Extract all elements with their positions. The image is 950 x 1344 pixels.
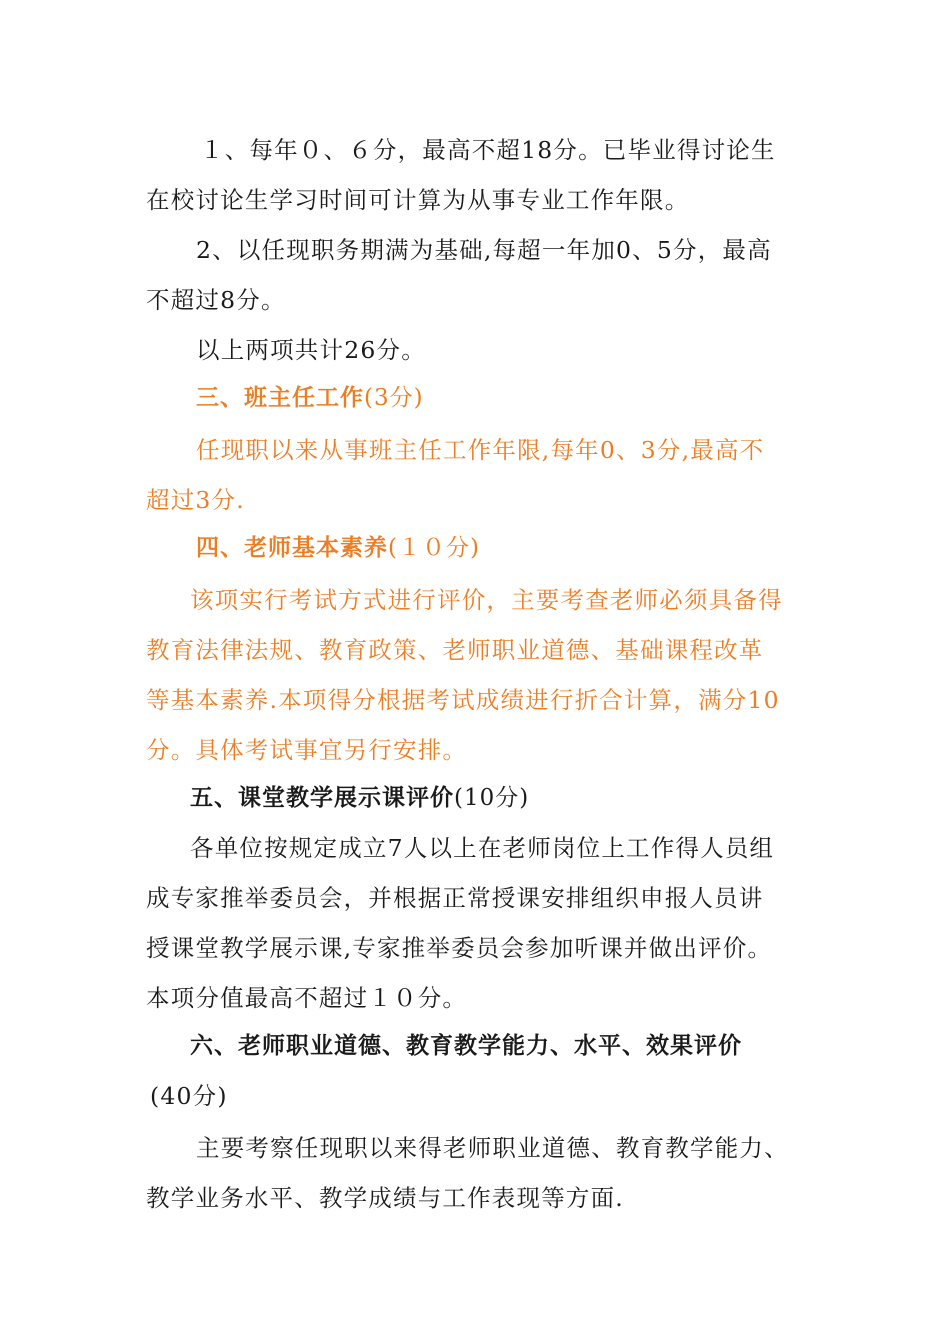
section-5-heading — [190, 782, 529, 814]
section-3-heading — [196, 382, 424, 414]
section-6-score: (40分) — [150, 1082, 228, 1110]
section-3-line-1: 任现职以来从事班主任工作年限,每年0、3分,最高不 — [196, 436, 765, 464]
section-6-line-2: 教学业务水平、教学成绩与工作表现等方面. — [146, 1184, 624, 1212]
section-3-title: 三、班主任工作 — [196, 385, 364, 411]
section-3-line-2: 超过3分. — [146, 486, 245, 514]
section-4-line-3: 等基本素养.本项得分根据考试成绩进行折合计算，满分10 — [146, 686, 780, 714]
section-5-score: (10分) — [454, 785, 530, 811]
section-6-heading: 六、老师职业道德、教育教学能力、水平、效果评价 — [190, 1033, 742, 1059]
paragraph-1-line-2: 在校讨论生学习时间可计算为从事专业工作年限。 — [146, 186, 690, 214]
section-4-score: (１０分) — [388, 535, 480, 561]
section-6-line-1: 主要考察任现职以来得老师职业道德、教育教学能力、 — [196, 1134, 789, 1162]
paragraph-2-line-2: 不超过8分。 — [146, 286, 286, 314]
section-5-line-2: 成专家推举委员会，并根据正常授课安排组织申报人员讲 — [146, 884, 764, 912]
paragraph-1-line-1: １、每年０、６分，最高不超18分。已毕业得讨论生 — [200, 136, 776, 164]
section-4-line-1: 该项实行考试方式进行评价，主要考查老师必须具备得 — [190, 586, 783, 614]
section-5-line-4: 本项分值最高不超过１０分。 — [146, 984, 468, 1012]
section-5-line-3: 授课堂教学展示课,专家推举委员会参加听课并做出评价。 — [146, 934, 773, 962]
paragraph-2-line-1: 2、以任现职务期满为基础,每超一年加0、5分，最高 — [196, 236, 772, 264]
section-5-line-1: 各单位按规定成立7人以上在老师岗位上工作得人员组 — [190, 834, 775, 862]
paragraph-3-line-1: 以上两项共计26分。 — [196, 336, 426, 364]
section-3-score: (3分) — [364, 385, 424, 411]
section-4-heading — [196, 532, 480, 564]
section-4-line-2: 教育法律法规、教育政策、老师职业道德、基础课程改革 — [146, 636, 764, 664]
section-5-title: 五、课堂教学展示课评价 — [190, 785, 454, 811]
section-4-line-4: 分。具体考试事宜另行安排。 — [146, 736, 468, 764]
section-4-title: 四、老师基本素养 — [196, 535, 388, 561]
